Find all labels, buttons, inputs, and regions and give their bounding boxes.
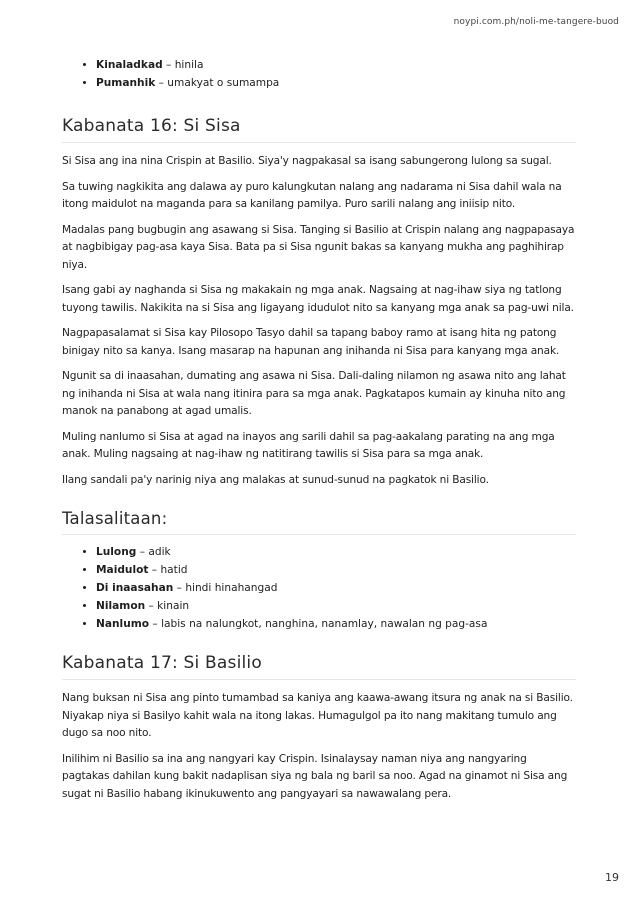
chapter-16-heading: Kabanata 16: Si Sisa: [62, 116, 576, 143]
term: Lulong: [96, 546, 137, 558]
page-content: [62, 56, 576, 803]
list-item: [96, 579, 576, 597]
page-number: 19: [605, 871, 619, 884]
chapter-17-heading: Kabanata 17: Si Basilio: [62, 653, 576, 680]
list-item: [96, 561, 576, 579]
definition: – kinain: [145, 600, 190, 612]
definition: – adik: [136, 546, 171, 558]
paragraph: Si Sisa ang ina nina Crispin at Basilio. Siya'y nagpakasal sa isang sabungerong lulong sa sugal.: [62, 155, 552, 167]
definition: – hatid: [148, 564, 188, 576]
paragraph: Nang buksan ni Sisa ang pinto tumambad sa kaniya ang kaawa-awang itsura ng anak na si Basilio. Niyakap niya si Basilyo kahit wala na itong lakas. Humagulgol pa ito nang makitang tumulo ang dugo sa noo nito.: [62, 692, 573, 739]
term: Kinaladkad: [96, 59, 163, 71]
paragraph: Madalas pang bugbugin ang asawang si Sisa. Tanging si Basilio at Crispin nalang ang nagpapasaya at nagbibigay pag-asa kaya Sisa. Bata pa si Sisa ngunit bakas sa kanyang mukha ang paghihirap niya.: [62, 223, 575, 271]
term: Nanlumo: [96, 618, 150, 630]
vocabulary-list: [62, 543, 576, 633]
paragraph: Sa tuwing nagkikita ang dalawa ay puro kalungkutan nalang ang nadarama ni Sisa dahil wala na itong maidulot na maganda para sa kanilang pamilya. Puro sarili nalang ang iniisip nito.: [62, 180, 562, 210]
list-item: [96, 615, 576, 633]
term: Nilamon: [96, 600, 146, 612]
list-item: [96, 543, 576, 561]
definition: – labis na nalungkot, nanghina, nanamlay, nawalan ng pag-asa: [149, 618, 488, 630]
definition: – hinila: [162, 59, 204, 71]
paragraph: Isang gabi ay naghanda si Sisa ng makakain ng mga anak. Nagsaing at nag-ihaw siya ng tatlong tuyong tawilis. Nakikita na si Sisa ang ligayang idudulot nito sa kanyang mga anak sa pag-uwi nila.: [62, 284, 574, 314]
definition: – hindi hinahangad: [173, 582, 278, 594]
list-item: [96, 56, 576, 74]
paragraph: Inilihim ni Basilio sa ina ang nangyari kay Crispin. Isinalaysay naman niya ang nangyaring pagtakas dahilan kung bakit nadaplisan siya ng bala ng baril sa noo. Agad na ginamot ni Sisa ang sugat ni Basilio habang ikinukuwento ang pangyayari sa nawawalang pera.: [62, 752, 568, 800]
term: Pumanhik: [96, 77, 156, 89]
paragraph: Ilang sandali pa'y narinig niya ang malakas at sunud-sunud na pagkatok ni Basilio.: [62, 473, 489, 486]
paragraph: Muling nanlumo si Sisa at agad na inayos ang sarili dahil sa pag-aakalang parating na ang mga anak. Muling nagsaing at nag-ihaw ng natitirang tawilis si Sisa para sa mga anak.: [62, 430, 555, 460]
chapter-17-body: [62, 690, 576, 803]
definition: – umakyat o sumampa: [155, 77, 280, 89]
term: Maidulot: [96, 564, 149, 576]
list-item: [96, 74, 576, 92]
list-item: [96, 597, 576, 615]
term: Di inaasahan: [96, 582, 174, 594]
top-term-list: [62, 56, 576, 92]
paragraph: Ngunit sa di inaasahan, dumating ang asawa ni Sisa. Dali-daling nilamon ng asawa nito ang lahat ng inihanda ni Sisa at wala nang itinira para sa mga anak. Pagkatapos kumain ay kinuha nito ang manok na panabong at agad umalis.: [62, 370, 566, 417]
chapter-16-body: [62, 153, 576, 489]
source-url: noypi.com.ph/noli-me-tangere-buod: [453, 17, 619, 27]
vocabulary-heading: Talasalitaan:: [62, 509, 576, 535]
paragraph: Nagpapasalamat si Sisa kay Pilosopo Tasyo dahil sa tapang baboy ramo at isang hita ng patong binigay nito sa kanya. Isang masarap na hapunan ang inihanda ni Sisa para kanyang mga anak.: [62, 327, 560, 357]
